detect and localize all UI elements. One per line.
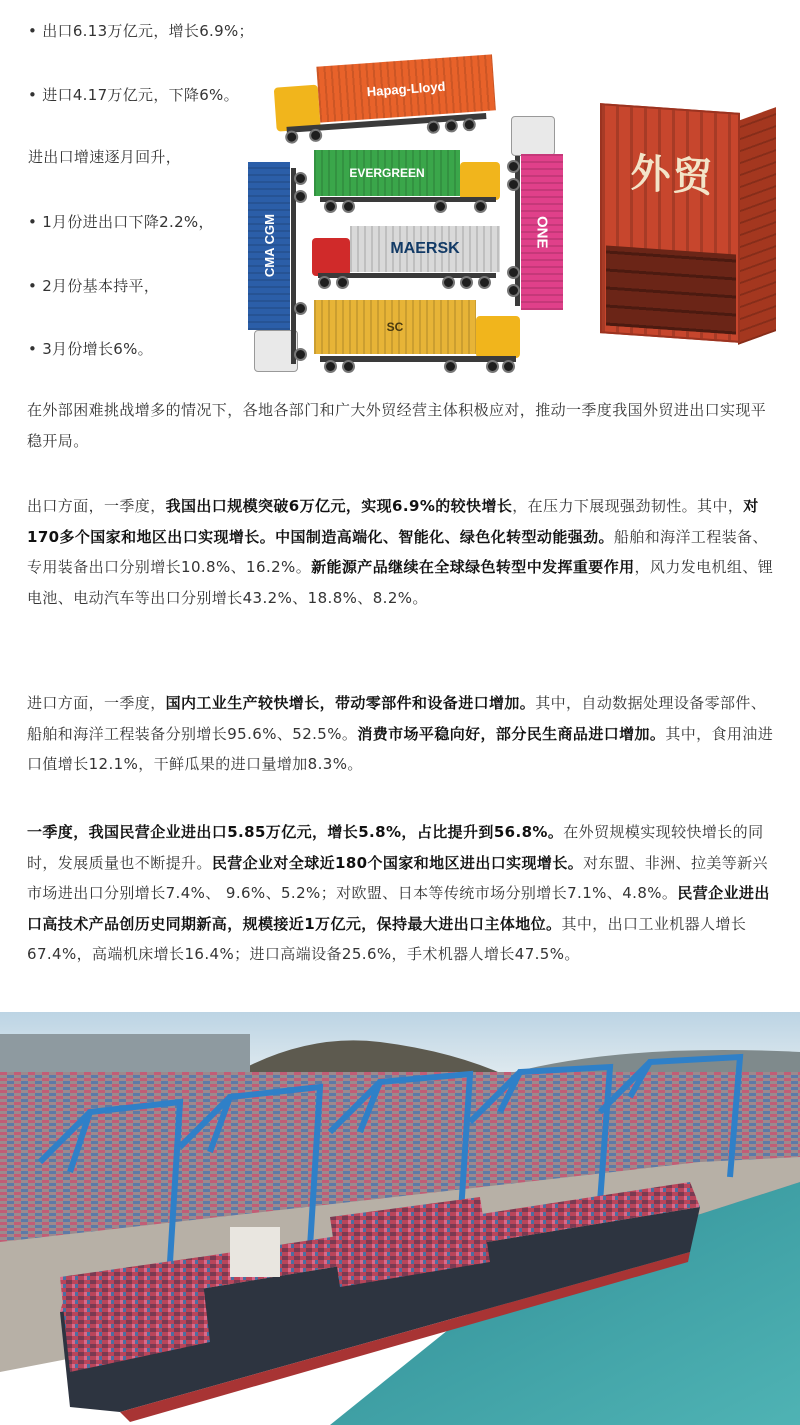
february-bullet: • 2月份基本持平， — [28, 277, 160, 295]
intro-paragraph: 在外部困难挑战增多的情况下，各地各部门和广大外贸经营主体积极应对，推动一季度我国外贸进出口实现平稳开局。 — [27, 401, 767, 450]
maersk-truck — [312, 226, 500, 290]
hapag-lloyd-truck — [272, 54, 497, 149]
import-text-3: 其中，食用油进口值增长12.1%，干鲜瓜果的进口量增加8.3%。 — [27, 724, 774, 773]
cma-cgm-label: CMA CGM — [261, 214, 277, 278]
export-text-1: 出口方面，一季度， — [27, 497, 166, 515]
msc-container: SC — [314, 300, 476, 354]
foreign-trade-container — [600, 100, 776, 340]
january-bullet: • 1月份进出口下降2.2%， — [28, 213, 214, 231]
private-text-3: 其中，出口工业机器人增长67.4%，高端机床增长16.4%；进口高端设备25.6%，手术机器人增长47.5%。 — [27, 914, 747, 963]
export-text-3: 船舶和海洋工程装备、专用装备出口分别增长10.8%、16.2%。 — [27, 527, 768, 576]
container-port-photo — [0, 1012, 800, 1425]
import-paragraph — [27, 688, 775, 780]
hapag-lloyd-container: Hapag-Lloyd — [316, 54, 495, 122]
export-highlight-2: 对170多个国家和地区出口实现增长。中国制造高端化、智能化、绿色化转型动能强劲。 — [27, 497, 759, 546]
export-text-2: ，在压力下展现强劲韧性。其中， — [512, 497, 744, 515]
private-highlight-2: 民营企业对全球近180个国家和地区进出口实现增长。 — [211, 853, 584, 872]
evergreen-container: EVERGREEN — [314, 150, 460, 196]
private-text-2: 对东盟、非洲、拉美等新兴市场进出口分别增长7.4%、 9.6%、5.2%；对欧盟、日本等传统市场分别增长7.1%、4.8%。 — [27, 853, 768, 902]
cma-cgm-container — [248, 162, 290, 330]
import-text-1: 进口方面，一季度， — [27, 694, 166, 712]
msc-truck — [314, 300, 520, 374]
private-text-1: 在外贸规模实现较快增长的同时，发展质量也不断提升。 — [27, 823, 764, 872]
ship-bridge — [230, 1227, 280, 1277]
march-bullet: • 3月份增长6%。 — [28, 340, 153, 358]
one-container — [521, 154, 563, 310]
one-label: ONE — [533, 215, 551, 249]
export-highlight-3: 新能源产品继续在全球绿色转型中发挥重要作用 — [311, 558, 635, 576]
private-enterprise-paragraph — [27, 817, 775, 970]
import-bullet: • 进口4.17万亿元，下降6%。 — [28, 86, 239, 104]
export-text-4: ，风力发电机组、锂电池、电动汽车等出口分别增长43.2%、18.8%、8.2%。 — [27, 558, 774, 607]
private-highlight-3: 民营企业进出口高技术产品创历史同期新高，规模接近1万亿元，保持最大进出口主体地位。 — [27, 884, 770, 933]
import-highlight-2: 消费市场平稳向好，部分民生商品进口增加。 — [357, 724, 666, 743]
foreign-trade-container-text: 外贸 — [630, 149, 715, 202]
export-highlight-1: 我国出口规模突破6万亿元，实现6.9%的较快增长 — [165, 497, 513, 515]
maersk-container: MAERSK — [350, 226, 500, 272]
import-highlight-1: 国内工业生产较快增长，带动零部件和设备进口增加。 — [165, 694, 536, 712]
export-bullet: • 出口6.13万亿元，增长6.9%； — [28, 22, 254, 40]
evergreen-truck — [314, 150, 500, 214]
private-highlight-1: 一季度，我国民营企业进出口5.85万亿元，增长5.8%，占比提升到56.8%。 — [27, 823, 564, 841]
growth-note: 进出口增速逐月回升， — [28, 148, 182, 166]
one-truck — [505, 116, 563, 312]
cma-cgm-truck — [248, 162, 310, 374]
header-section — [0, 0, 800, 395]
import-text-2: 其中，自动数据处理设备零部件、船舶和海洋工程装备分别增长95.6%、52.5%。 — [27, 694, 767, 743]
export-paragraph — [27, 491, 775, 613]
